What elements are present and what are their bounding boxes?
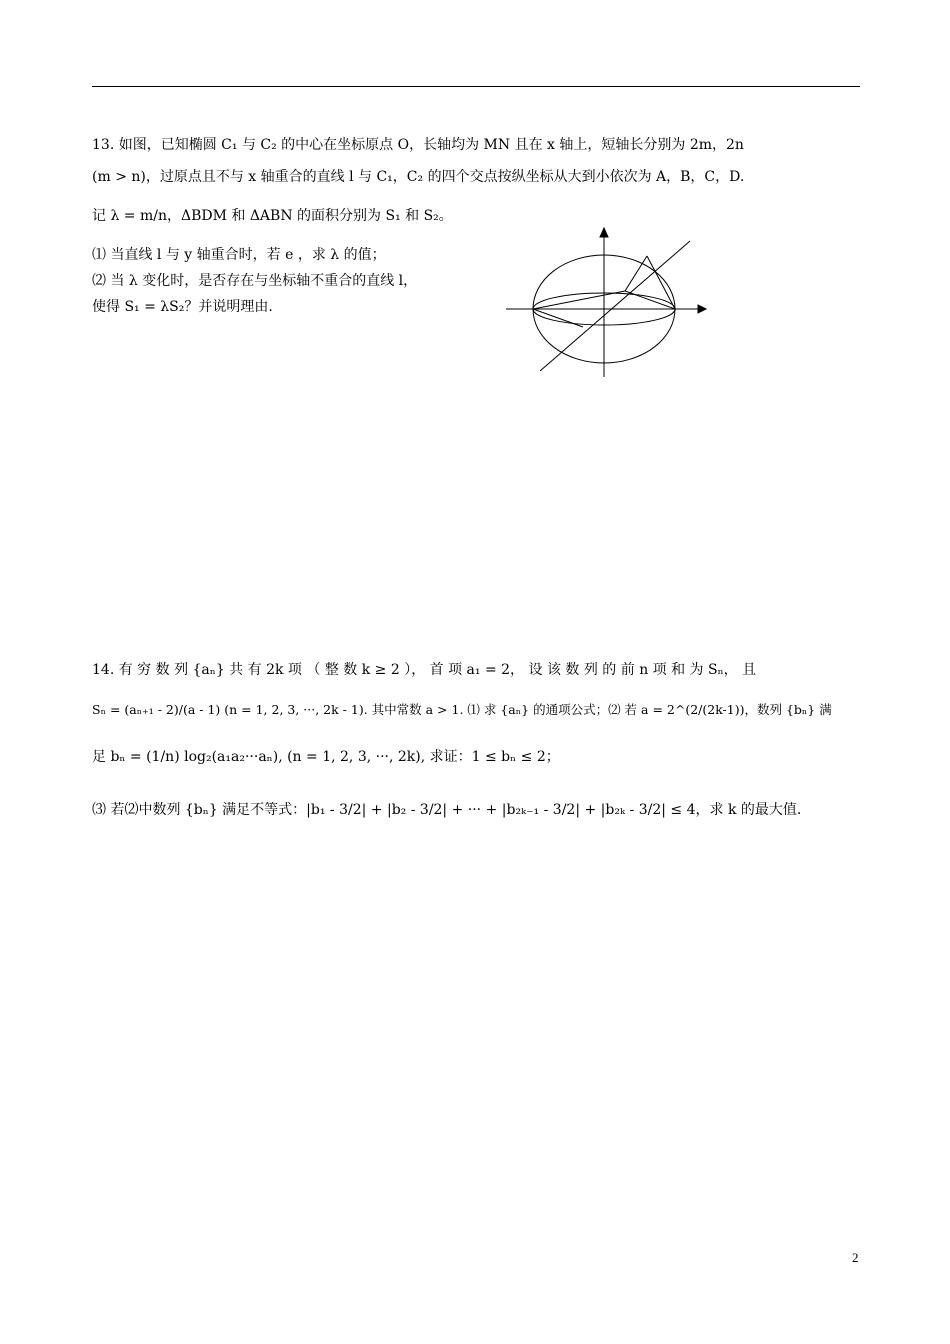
ellipse-figure: [500, 225, 720, 385]
p14-line4: ⑶ 若⑵中数列 {bₙ} 满足不等式：|b₁ - 3/2| + |b₂ - 3/2| + ··· + |b₂ₖ₋₁ - 3/2| + |b₂ₖ - 3/2| ≤ 4，求 k 的最大值.: [92, 802, 802, 818]
p13-line3: 记 λ = m/n，ΔBDM 和 ΔABN 的面积分别为 S₁ 和 S₂。: [92, 208, 453, 224]
p14-line2: Sₙ = (aₙ₊₁ - 2)/(a - 1) (n = 1, 2, 3, ···, 2k - 1). 其中常数 a > 1. ⑴ 求 {aₙ} 的通项公式；⑵ 若 a = 2^(2/(2k-1))，数列 {bₙ} 满: [92, 702, 832, 717]
p14-line3: 足 bₙ = (1/n) log₂(a₁a₂···aₙ), (n = 1, 2, 3, ···, 2k), 求证：1 ≤ bₙ ≤ 2；: [92, 749, 560, 765]
p13-part2b: 使得 S₁ = λS₂？并说明理由.: [92, 299, 273, 315]
page-number: 2: [852, 1250, 859, 1265]
triangle-abn: [625, 256, 675, 309]
p13-line1: 13. 如图，已知椭圆 C₁ 与 C₂ 的中心在坐标原点 O，长轴均为 MN 且在 x 轴上，短轴长分别为 2m，2n: [92, 137, 744, 153]
header-rule: [92, 86, 860, 87]
p13-line2: (m > n)，过原点且不与 x 轴重合的直线 l 与 C₁，C₂ 的四个交点按纵坐标从大到小依次为 A，B，C，D.: [92, 169, 745, 185]
p13-part2a: ⑵ 当 λ 变化时，是否存在与坐标轴不重合的直线 l，: [92, 273, 418, 289]
x-axis-arrow: [698, 305, 706, 313]
p13-part1: ⑴ 当直线 l 与 y 轴重合时，若 e ，求 λ 的值；: [92, 247, 386, 263]
p14-line1: 14. 有 穷 数 列 {aₙ} 共 有 2k 项 （ 整 数 k ≥ 2 ）， 首 项 a₁ = 2， 设 该 数 列 的 前 n 项 和 为 Sₙ， 且: [92, 662, 757, 678]
y-axis-arrow: [600, 228, 608, 237]
